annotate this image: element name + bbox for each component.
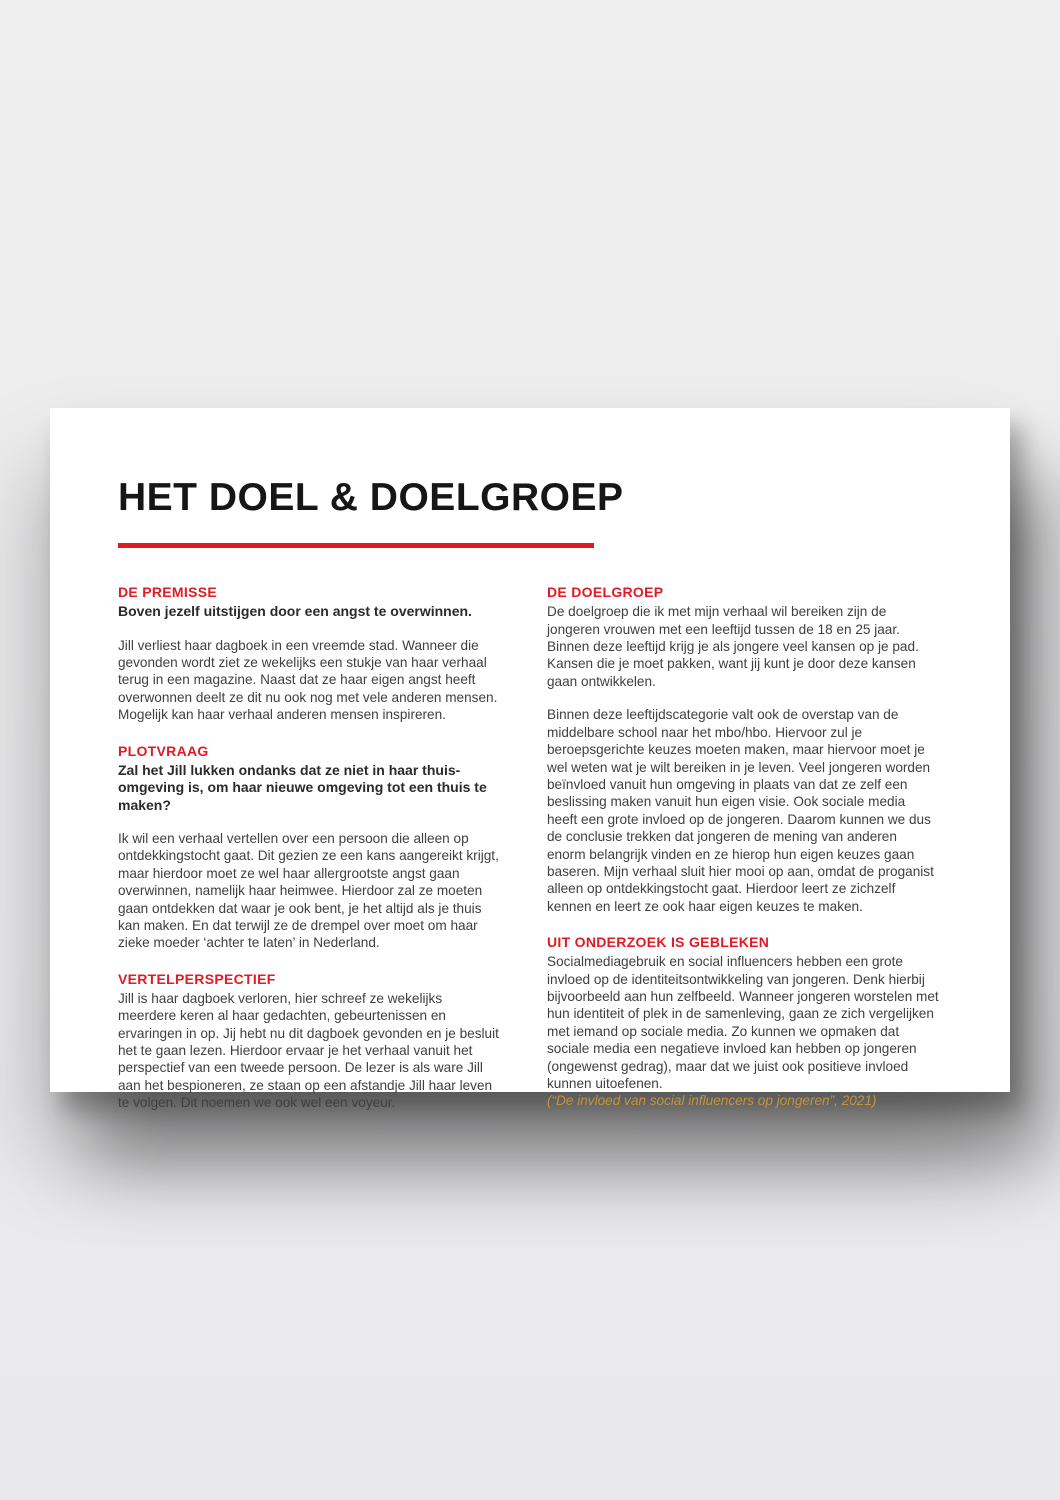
paragraph: Socialmediagebruik en social influencers hebben een grote invloed op de identiteitsontwikkeling van jongeren. Denk hierbij bijvoorbeeld aan hun zelfbeeld. Wanneer jongeren worstelen met hun identiteit of plek in de samenleving, gaan ze zich vergelijken met iemand op sociale media. Zo kunnen we opmaken dat sociale media een negatieve invloed kan hebben op jongeren (ongewenst gedrag), maar dat we juist ook positieve invloed kunnen uitoefenen. [547,954,939,1091]
document-page [50,408,1010,1111]
paragraph: De doelgroep die ik met mijn verhaal wil bereiken zijn de jongeren vrouwen met een leeftijd tussen de 18 en 25 jaar. Binnen deze leeftijd krijg je als jongere veel kansen op je pad. Kansen die je moet pakken, want jij kunt je door deze kansen gaan ontwikkelen. [547,604,919,689]
section-de-premisse [118,584,502,723]
right-column [547,584,939,1130]
source-citation: (“De invloed van social influencers op jongeren”, 2021) [547,1093,877,1109]
paragraph: Jill is haar dagboek verloren, hier schreef ze wekelijks meerdere keren al haar gedachten, gebeurtenissen en ervaringen in op. Jij hebt nu dit dagboek gevonden en je besluit het te gaan lezen. Hierdoor ervaar je het verhaal vanuit het perspectief van een tweede persoon. De lezer is als ware Jill aan het bespioneren, ze staan op een afstandje Jill haar leven te volgen. Dit noemen we ook wel een voyeur. [118,990,499,1111]
section-heading: UIT ONDERZOEK IS GEBLEKEN [547,934,770,951]
paragraph: Jill verliest haar dagboek in een vreemde stad. Wanneer die gevonden wordt ziet ze wekelijks een stukje van haar verhaal terug in een magazine. Naast dat ze haar eigen angst heeft overwonnen deelt ze dit nu ook nog met vele anderen mensen. Mogelijk kan haar verhaal anderen mensen inspireren. [118,637,498,723]
page-title: HET DOEL & DOELGROEP [118,476,624,520]
section-heading: VERTELPERSPECTIEF [118,970,276,987]
title-underline-rule [118,543,594,548]
left-column [118,584,502,1130]
paragraph: Binnen deze leeftijdscategorie valt ook de overstap van de middelbare school naar het mbo/hbo. Hiervoor zul je beroepsgerichte keuzes moeten maken, maar hiervoor moet je wel weten wat je wilt bereiken in je leven. Veel jongeren worden beïnvloed vanuit hun omgeving in plaats van dat ze zelf een beslissing maken vanuit hun eigen visie. Ook sociale media heeft een grote invloed op de jongeren. Daarom kunnen we dus de conclusie trekken dat jongeren de mening van anderen enorm belangrijk vinden en ze hierop hun eigen keuzes gaan baseren. Mijn verhaal sluit hier mooi op aan, omdat de proganist alleen op ontdekkingstocht gaat. Hierdoor leert ze zichzelf kennen en leert ze ook haar eigen keuzes te maken. [547,707,934,914]
two-column-content [118,584,985,1130]
section-heading: PLOTVRAAG [118,742,209,759]
section-uit-onderzoek [547,934,939,1110]
section-lead: Boven jezelf uitstijgen door een angst te overwinnen. [118,603,472,620]
paragraph: Ik wil een verhaal vertellen over een persoon die alleen op ontdekkingstocht gaat. Dit gezien ze een kans aangereikt krijgt, maar hierdoor moet ze wel haar allergrootste angst gaan overwinnen, namelijk haar heimwee. Hierdoor zal ze moeten gaan ontdekken dat waar je ook bent, je het altijd als je thuis kan maken. En dat terwijl ze de drempel over moet om haar zieke moeder ‘achter te laten’ in Nederland. [118,830,499,951]
section-vertelperspectief [118,971,502,1112]
section-lead: Zal het Jill lukken ondanks dat ze niet in haar thuis-omgeving is, om haar nieuwe omgeving tot een thuis te maken? [118,761,487,813]
section-heading: DE DOELGROEP [547,584,664,601]
section-heading: DE PREMISSE [118,584,217,601]
section-plotvraag [118,743,502,952]
section-de-doelgroep [547,584,939,915]
